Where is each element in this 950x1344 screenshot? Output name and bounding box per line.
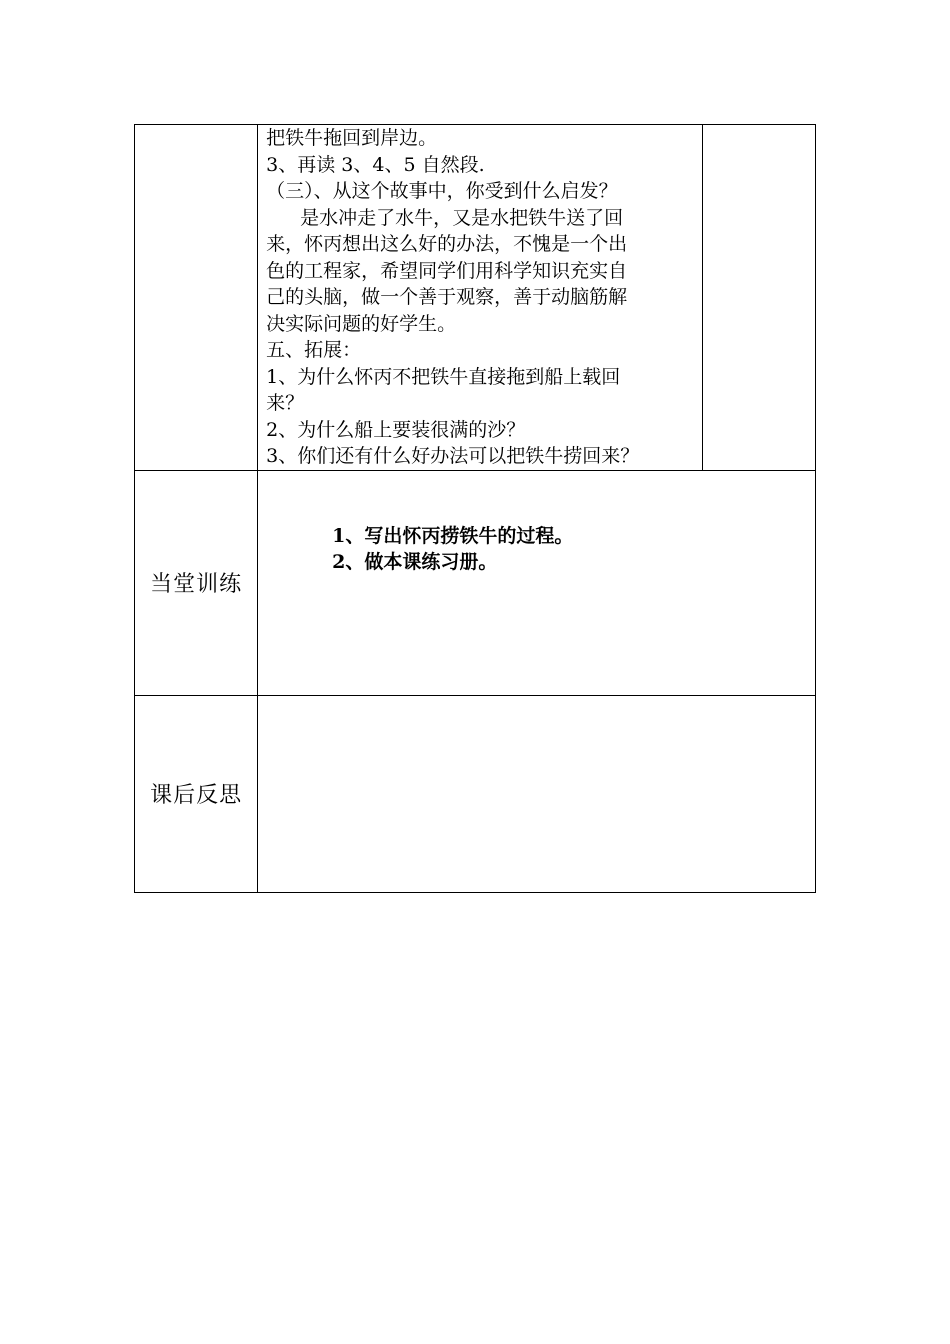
process-note-cell xyxy=(702,125,815,471)
reflection-label-cell xyxy=(135,695,258,892)
process-line: 色的工程家，希望同学们用科学知识充实自 xyxy=(266,259,628,282)
process-line: （三）、从这个故事中，你受到什么启发？ xyxy=(266,180,618,202)
process-label-cell xyxy=(135,125,258,471)
practice-row xyxy=(135,470,816,695)
practice-label: 当堂训练 xyxy=(150,572,243,597)
teaching-process-row xyxy=(135,125,816,471)
process-line: 是水冲走了水牛，又是水把铁牛送了回 xyxy=(300,206,624,229)
process-line: 来？ xyxy=(266,392,305,414)
practice-content-cell xyxy=(258,470,816,695)
process-line: 来，怀丙想出这么好的办法，不愧是一个出 xyxy=(266,233,628,255)
process-line: 五、拓展： xyxy=(266,339,362,361)
process-line: 2、为什么船上要装很满的沙？ xyxy=(266,418,526,441)
practice-item: 2、做本课练习册。 xyxy=(332,550,498,573)
process-line: 3、你们还有什么好办法可以把铁牛捞回来？ xyxy=(266,445,640,467)
reflection-row xyxy=(135,695,816,892)
process-line: 3、再读 3、4、5 自然段. xyxy=(266,153,485,176)
process-line: 己的头脑，做一个善于观察，善于动脑筋解 xyxy=(266,286,628,308)
reflection-content-cell xyxy=(258,695,816,892)
process-line: 1、为什么怀丙不把铁牛直接拖到船上载回 xyxy=(266,365,621,388)
practice-item: 1、写出怀丙捞铁牛的过程。 xyxy=(332,524,574,547)
lesson-plan-table xyxy=(134,124,816,893)
practice-label-cell xyxy=(135,470,258,695)
process-line: 决实际问题的好学生。 xyxy=(266,312,457,335)
process-content-cell xyxy=(258,125,703,471)
process-line: 把铁牛拖回到岸边。 xyxy=(266,127,438,149)
reflection-label: 课后反思 xyxy=(150,783,243,808)
